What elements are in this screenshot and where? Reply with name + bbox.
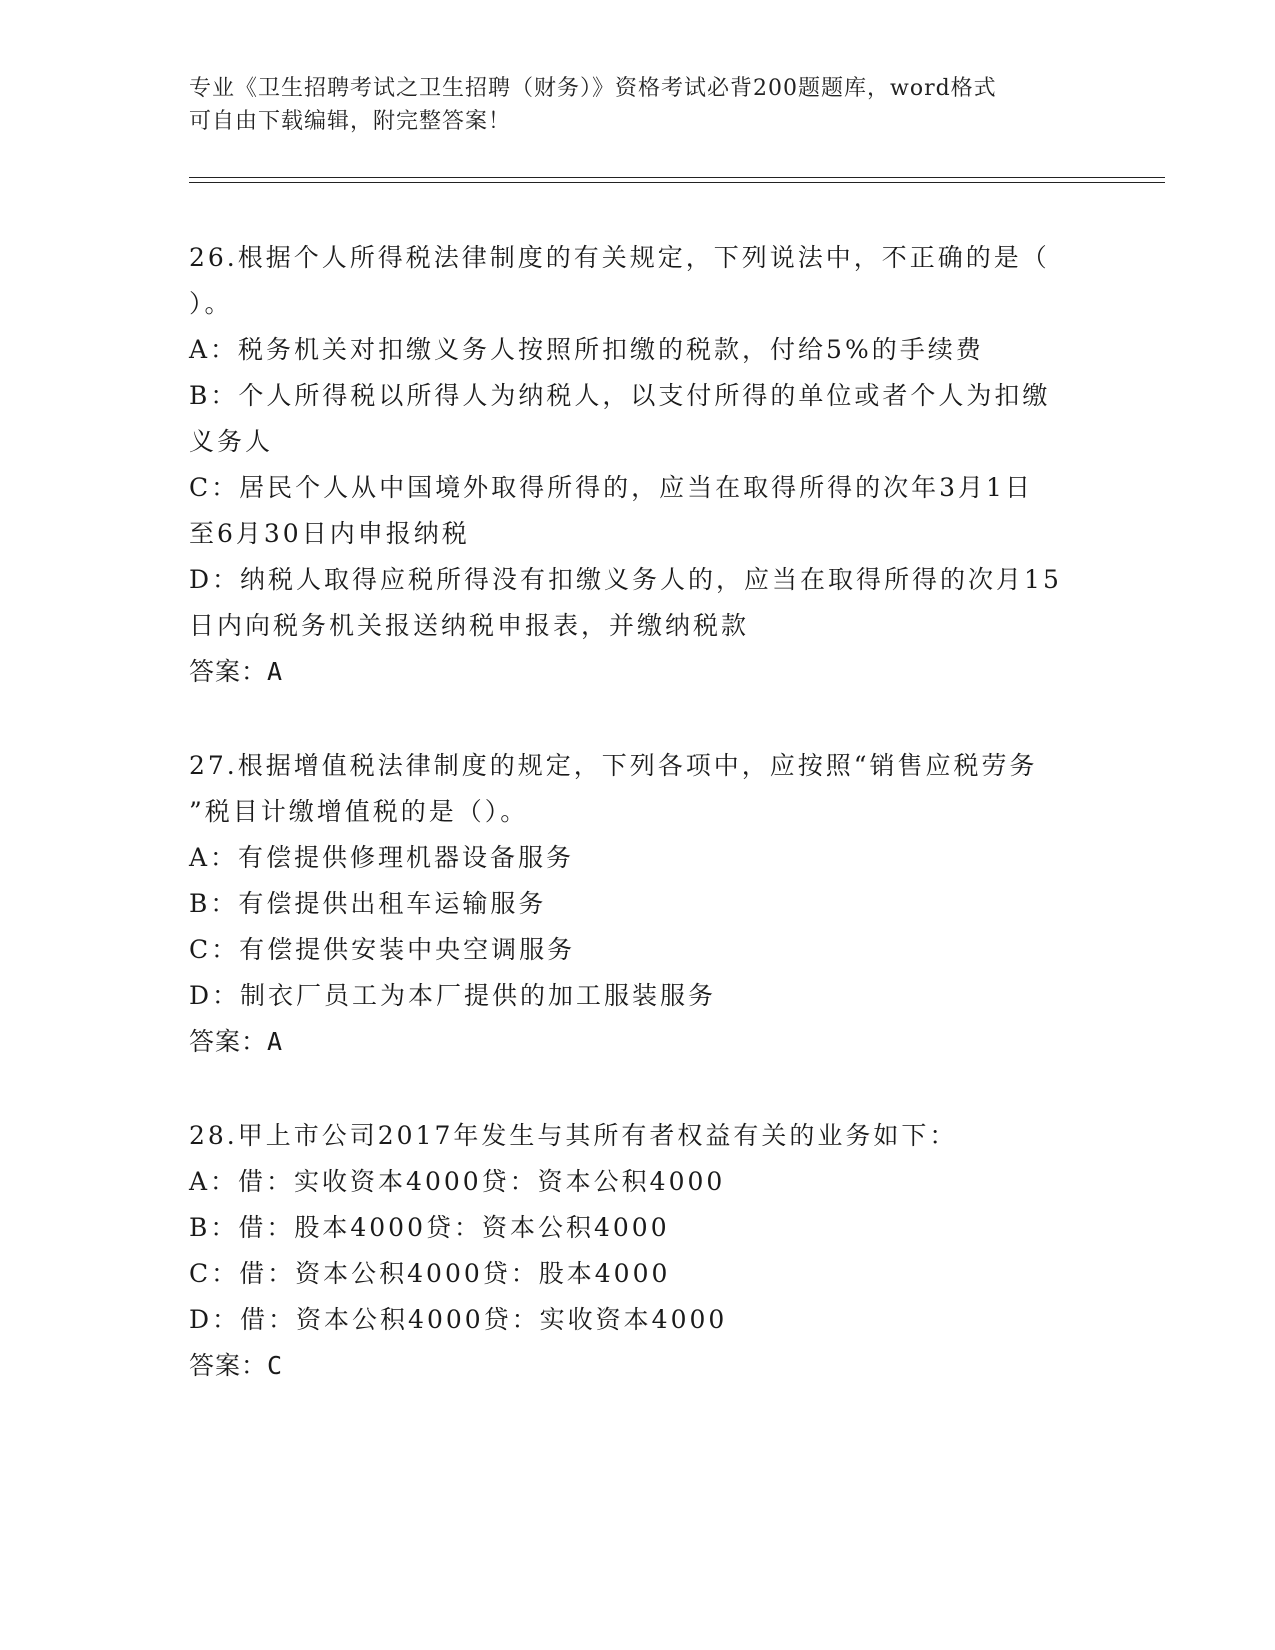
question-26-option-d-line-2: 日内向税务机关报送纳税申报表，并缴纳税款 <box>189 611 750 640</box>
question-27 <box>189 743 1089 1065</box>
question-26-option-c-line-2: 至6月30日内申报纳税 <box>189 519 470 548</box>
question-28-answer: 答案：C <box>189 1351 284 1380</box>
question-26-answer: 答案：A <box>189 657 284 686</box>
header-divider-top <box>189 177 1165 178</box>
question-27-option-a: A：有偿提供修理机器设备服务 <box>189 843 575 872</box>
question-27-option-b: B：有偿提供出租车运输服务 <box>189 889 547 918</box>
question-28-option-a: A：借：实收资本4000贷：资本公积4000 <box>189 1167 726 1196</box>
question-26-stem-line-2: ）。 <box>189 289 233 318</box>
header-line-1: 专业《卫生招聘考试之卫生招聘（财务）》资格考试必背200题题库，word格式 <box>189 76 997 101</box>
document-header <box>189 72 1089 138</box>
question-26-option-a: A：税务机关对扣缴义务人按照所扣缴的税款，付给5%的手续费 <box>189 335 984 364</box>
question-28-option-d: D：借：资本公积4000贷：实收资本4000 <box>189 1305 728 1334</box>
question-26-option-b-line-2: 义务人 <box>189 427 274 456</box>
question-28 <box>189 1113 1089 1389</box>
question-26-stem-line-1: 26.根据个人所得税法律制度的有关规定，下列说法中，不正确的是（ <box>189 243 1050 272</box>
question-list <box>189 235 1089 1437</box>
question-27-answer: 答案：A <box>189 1027 284 1056</box>
question-28-stem: 28.甲上市公司2017年发生与其所有者权益有关的业务如下： <box>189 1121 958 1150</box>
question-26-option-d-line-1: D：纳税人取得应税所得没有扣缴义务人的，应当在取得所得的次月15 <box>189 565 1062 594</box>
question-26-option-c-line-1: C：居民个人从中国境外取得所得的，应当在取得所得的次年3月1日 <box>189 473 1033 502</box>
question-27-stem-line-2: ”税目计缴增值税的是（）。 <box>189 797 529 826</box>
question-26-option-b-line-1: B：个人所得税以所得人为纳税人，以支付所得的单位或者个人为扣缴 <box>189 381 1051 410</box>
question-27-stem-line-1: 27.根据增值税法律制度的规定，下列各项中，应按照“销售应税劳务 <box>189 751 1038 780</box>
question-28-option-b: B：借：股本4000贷：资本公积4000 <box>189 1213 670 1242</box>
question-28-option-c: C：借：资本公积4000贷：股本4000 <box>189 1259 671 1288</box>
header-divider-bottom <box>189 182 1165 183</box>
question-26 <box>189 235 1089 695</box>
question-27-option-c: C：有偿提供安装中央空调服务 <box>189 935 576 964</box>
question-27-option-d: D：制衣厂员工为本厂提供的加工服装服务 <box>189 981 717 1010</box>
header-line-2: 可自由下载编辑，附完整答案！ <box>189 109 512 134</box>
